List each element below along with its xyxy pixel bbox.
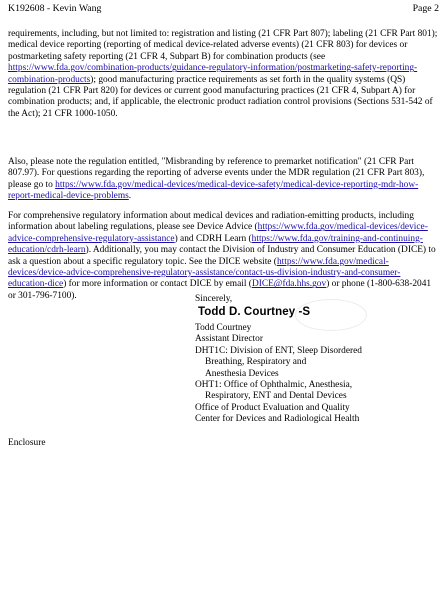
paragraph-requirements: [8, 29, 439, 120]
signer-titles: [195, 323, 440, 426]
signer-name: Todd Courtney: [195, 323, 252, 333]
paragraph-text: ) or phone (1-800-638-2041 or 301-796-7100).: [8, 279, 432, 301]
paragraph-text: Also, please note the regulation entitled, "Misbranding by reference to premarket notification" (21 CFR Part 807.97). For questions regarding the reporting of adverse events under the MDR regulation (21 CFR Part 803), please go to: [8, 157, 425, 190]
division-line: Breathing, Respiratory and: [205, 357, 307, 368]
office-line: Respiratory, ENT and Dental Devices: [205, 391, 347, 402]
page-number: Page 2: [412, 3, 439, 14]
office-line: OHT1: Office of Ophthalmic, Anesthesia,: [195, 380, 353, 391]
center-line: Center for Devices and Radiological Health: [195, 414, 360, 425]
enclosure-label: Enclosure: [8, 438, 46, 448]
device-advice-link[interactable]: https://www.fda.gov/medical-devices/device-advice-comprehensive-regulatory-assistance: [8, 222, 428, 244]
combination-products-link[interactable]: https://www.fda.gov/combination-products/guidance-regulatory-information/postmarketing-safety-reporting-combination-products: [8, 63, 418, 85]
dice-email-link[interactable]: DICE@fda.hhs.gov: [251, 279, 327, 290]
document-id: K192608 - Kevin Wang: [8, 3, 102, 14]
paragraph-text: ). Additionally, you may contact the Division of Industry and Consumer Education (DICE) to ask a question about a specific regulatory topic. See the DICE website (: [8, 245, 436, 267]
division-line: DHT1C: Division of ENT, Sleep Disordered: [195, 345, 362, 356]
digital-signature: Todd D. Courtney -S: [198, 306, 311, 318]
paragraph-misbranding: [8, 157, 439, 203]
paragraph-text: requirements, including, but not limited to: registration and listing (21 CFR Part 807); labeling (21 CFR Part 801); medical device reporting (reporting of medical device-related adverse events) (21 CFR 803) for devices or postmarketing safety reporting (21 CFR 4, Subpart B) for combination products (see: [8, 29, 438, 62]
mdr-reporting-link[interactable]: https://www.fda.gov/medical-devices/medical-device-safety/medical-device-reporting-mdr-how-report-medical-device-problems: [8, 179, 419, 202]
paragraph-text: ) and CDRH Learn (: [174, 233, 252, 244]
paragraph-text: For comprehensive regulatory information about medical devices and radiation-emitting products, including information about labeling regulations, please see Device Advice (: [8, 211, 414, 233]
closing: Sincerely,: [195, 294, 233, 304]
paragraph-regulatory-info: [8, 211, 439, 302]
paragraph-text: .: [128, 191, 132, 202]
dice-website-link[interactable]: https://www.fda.gov/medical-devices/device-advice-comprehensive-regulatory-assistance/contact-us-division-industry-and-consumer-education-dice: [8, 256, 401, 290]
cdrh-learn-link[interactable]: https://www.fda.gov/training-and-continuing-education/cdrh-learn: [8, 233, 423, 256]
office-line: Office of Product Evaluation and Quality: [195, 402, 350, 413]
page-header: [8, 3, 439, 15]
signer-title: Assistant Director: [195, 334, 263, 345]
paragraph-text: ) for more information or contact DICE by email (: [63, 279, 252, 290]
paragraph-text: ); good manufacturing practice requirements as set forth in the quality systems (QS) regulation (21 CFR Part 820) for devices or current good manufacturing practices (21 CFR 4, Subpart A) for combination products; and, if applicable, the electronic product radiation control provisions (Sections 531-542 of the Act); 21 CFR 1000-1050.: [8, 74, 433, 119]
division-line: Anesthesia Devices: [205, 368, 279, 379]
